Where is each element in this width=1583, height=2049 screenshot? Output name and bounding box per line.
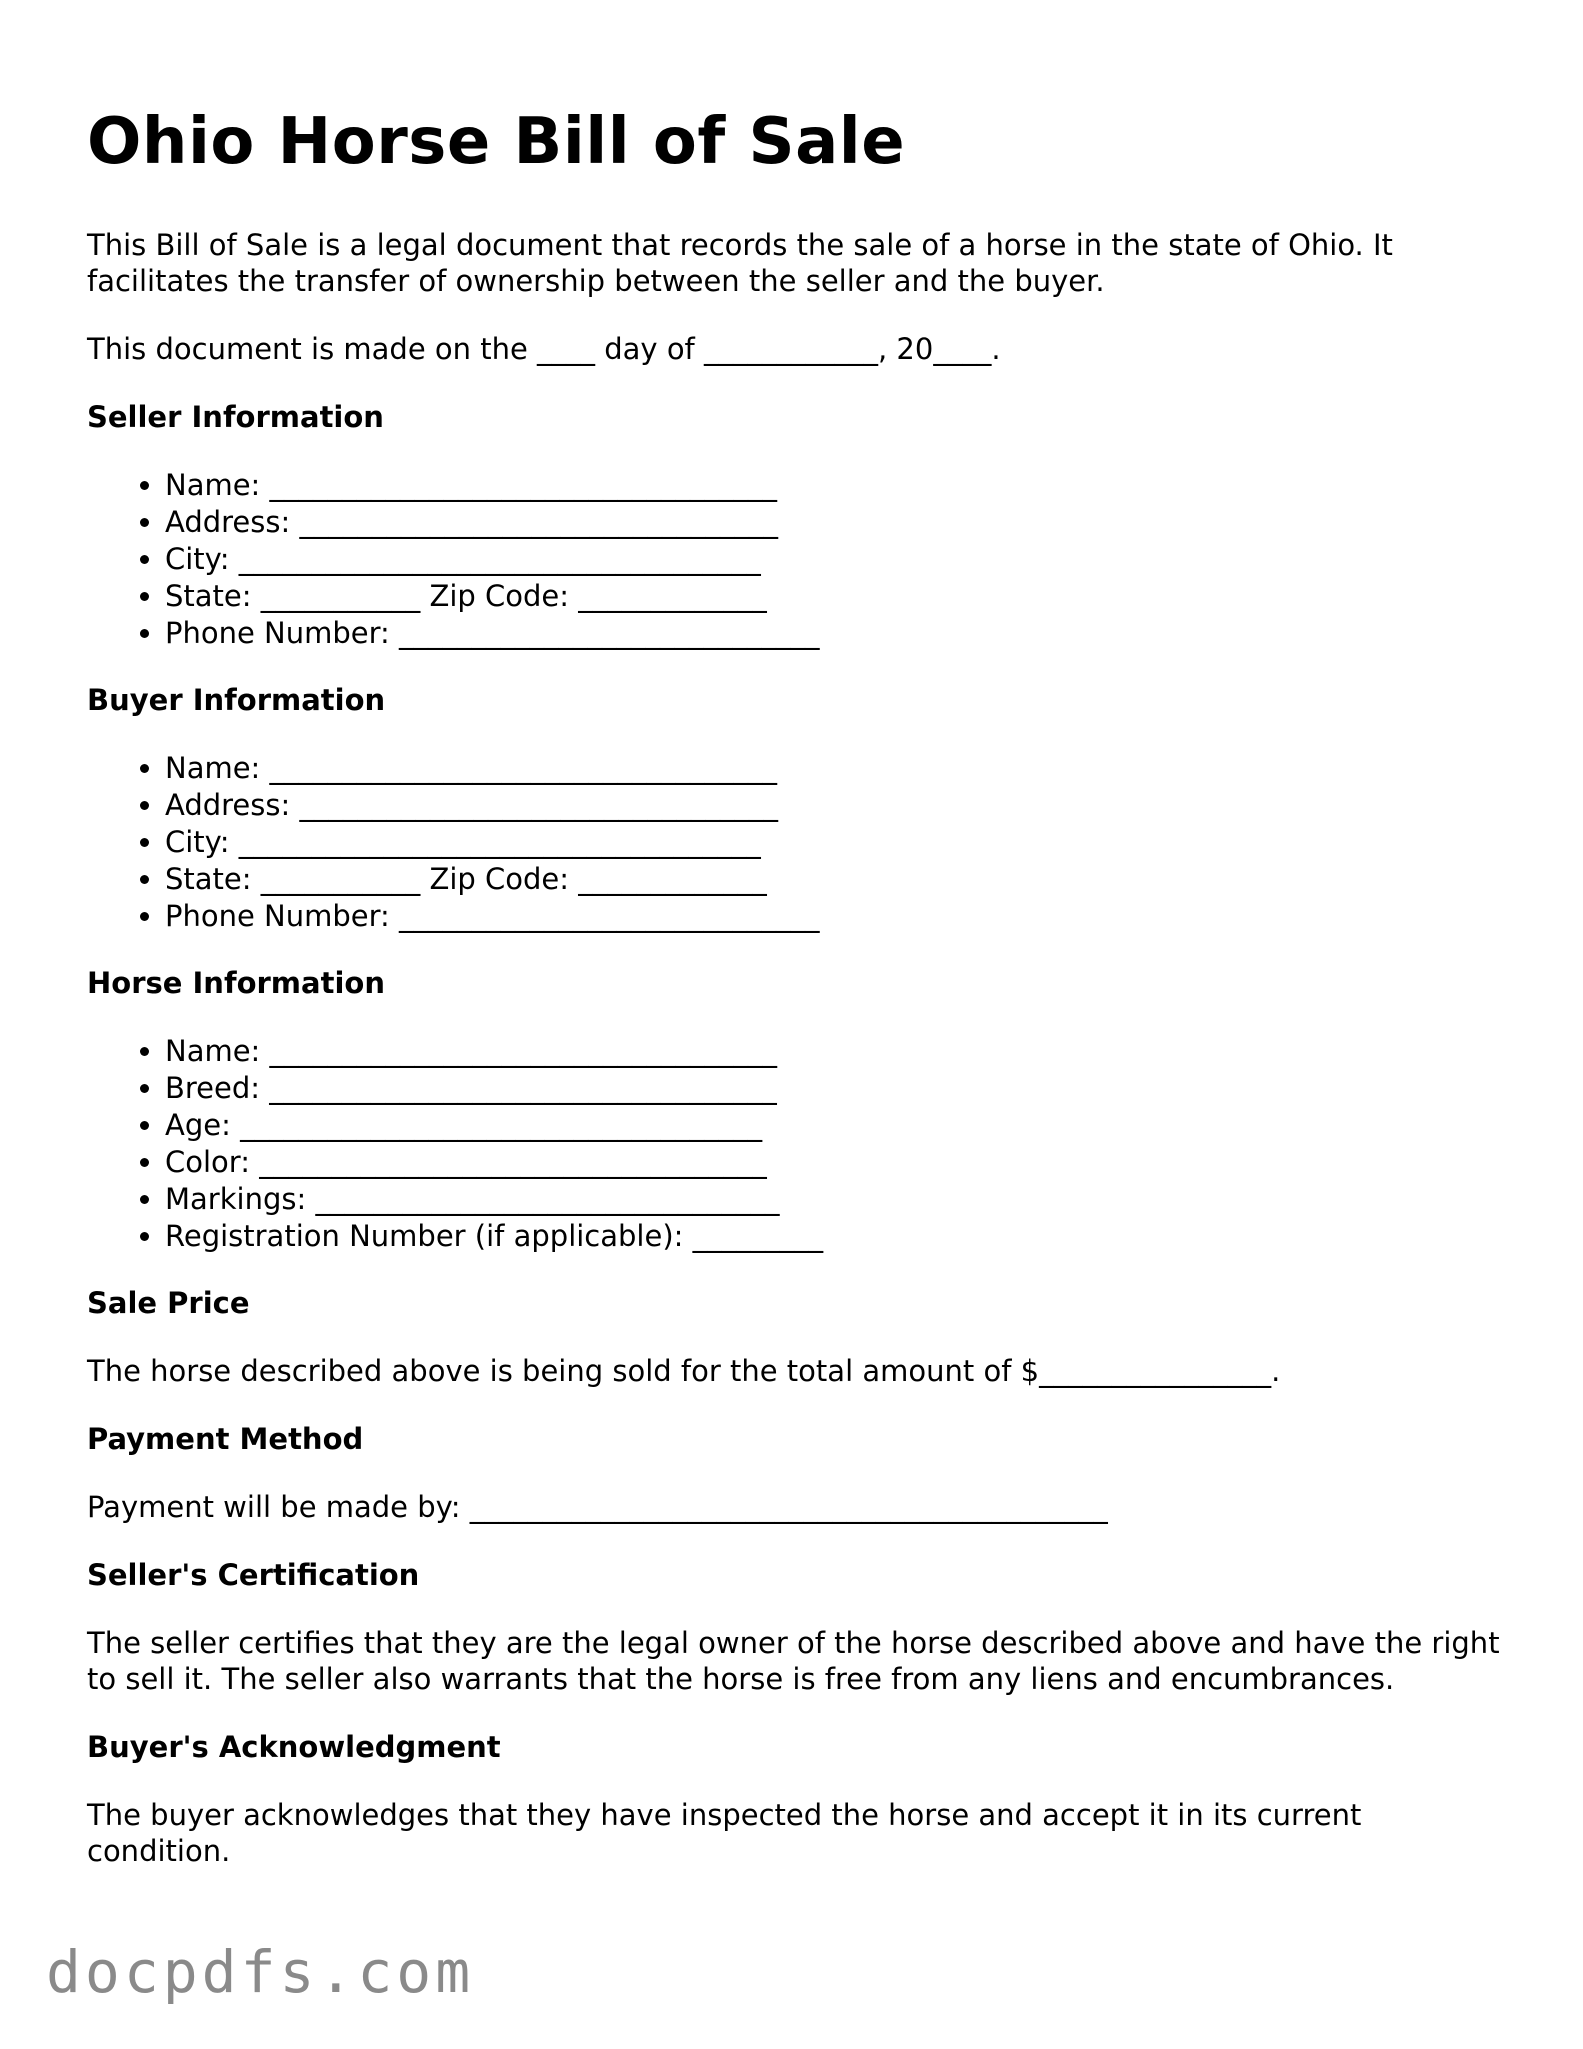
seller-cert-heading: Seller's Certification [87,1557,420,1592]
horse-registration-item: • Registration Number (if applicable): _________ [165,1218,1507,1255]
horse-heading: Horse Information [87,965,385,1000]
seller-name-item: • Name: ___________________________________ [165,467,1507,504]
seller-city-item: • City: ____________________________________ [165,541,1507,578]
buyer-heading: Buyer Information [87,682,386,717]
payment-text: Payment will be made by: ____________________________________________ [87,1489,1108,1524]
seller-state-zip-item: • State: ___________ Zip Code: _____________ [165,578,1507,615]
sale-price-heading: Sale Price [87,1285,250,1320]
seller-list [87,467,1507,652]
watermark: docpdfs.com [46,1938,475,2006]
seller-cert-text: The seller certifies that they are the legal owner of the horse described above and have the right to sell it. The seller also warrants that the horse is free from any liens and encumbrances. [87,1625,1500,1696]
horse-breed-item: • Breed: ___________________________________ [165,1070,1507,1107]
payment-heading: Payment Method [87,1421,364,1456]
seller-heading: Seller Information [87,399,384,434]
buyer-ack-heading: Buyer's Acknowledgment [87,1729,501,1764]
horse-markings-item: • Markings: ________________________________ [165,1181,1507,1218]
horse-list [87,1033,1507,1255]
seller-phone-item: • Phone Number: _____________________________ [165,615,1507,652]
buyer-state-zip-item: • State: ___________ Zip Code: _____________ [165,861,1507,898]
buyer-list [87,750,1507,935]
horse-color-item: • Color: ___________________________________ [165,1144,1507,1181]
seller-address-item: • Address: _________________________________ [165,504,1507,541]
horse-age-item: • Age: ____________________________________ [165,1107,1507,1144]
buyer-phone-item: • Phone Number: _____________________________ [165,898,1507,935]
sale-price-text: The horse described above is being sold for the total amount of $________________. [87,1353,1281,1388]
date-line: This document is made on the ____ day of ____________, 20____. [87,331,1001,366]
buyer-city-item: • City: ____________________________________ [165,824,1507,861]
intro-paragraph: This Bill of Sale is a legal document that records the sale of a horse in the state of Ohio. It facilitates the transfer of ownership between the seller and the buyer. [87,227,1393,298]
buyer-address-item: • Address: _________________________________ [165,787,1507,824]
horse-name-item: • Name: ___________________________________ [165,1033,1507,1070]
buyer-name-item: • Name: ___________________________________ [165,750,1507,787]
document-page [87,104,1507,1901]
page-title: Ohio Horse Bill of Sale [87,105,906,179]
buyer-ack-text: The buyer acknowledges that they have inspected the horse and accept it in its current condition. [87,1797,1362,1868]
